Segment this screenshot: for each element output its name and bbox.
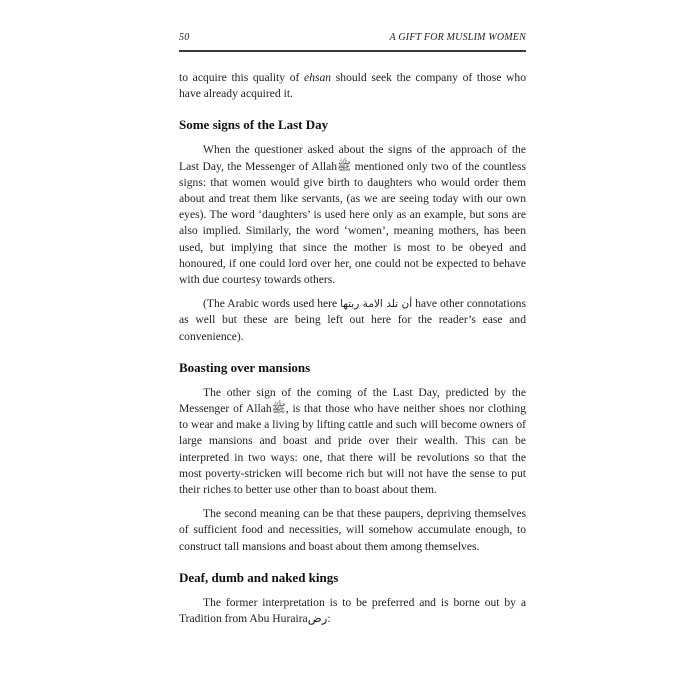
paragraph-last-day: When the questioner asked about the signs of the approach of the Last Day, the Messenger of Allahﷺ mentioned only two of the countless signs: that women would give birth to daughters who would order them about and treat them like servants, (as we are seeing today with our own eyes). The word ‘daughters’ is used here only as an example, but sons are also implied. Similarly, the word ‘women’, meaning mothers, has been used, but implying that since the mother is most to be obeyed and honoured, if one could lord over her, one could not be expected to behave with due courtesy towards others. bbox=[179, 143, 526, 287]
heading-last-day: Some signs of the Last Day bbox=[179, 117, 329, 133]
arabic-phrase: أن تلد الامة ربتها bbox=[340, 298, 413, 311]
ehsan-term: ehsan bbox=[304, 71, 332, 84]
book-title: A GIFT FOR MUSLIM WOMEN bbox=[389, 32, 526, 43]
running-header bbox=[179, 32, 526, 48]
paragraph-mansions-2: The second meaning can be that these paupers, depriving themselves of sufficient food and necessities, will somehow accumulate enough, to construct tall mansions and boast about them among themselves. bbox=[179, 507, 526, 553]
page-body bbox=[179, 70, 526, 635]
intro-paragraph: to acquire this quality of ehsan should seek the company of those who have already acquired it. bbox=[179, 71, 526, 101]
heading-kings: Deaf, dumb and naked kings bbox=[179, 569, 339, 585]
paragraph-mansions-1: The other sign of the coming of the Last Day, predicted by the Messenger of Allahﷺ, is that those who have neither shoes nor clothing to wear and make a living by lifting cattle and such will become owners of large mansions and boast and pride over their wealth. This can be interpreted in two ways: one, that there will be revolutions so that the most poverty-stricken will become rich but will not have the sense to put their riches to better use other than to boast about them. bbox=[179, 385, 526, 497]
book-page bbox=[179, 0, 526, 700]
paragraph-kings: The former interpretation is to be preferred and is borne out by a Tradition from Abu Hurairaرض: bbox=[179, 595, 526, 626]
page-number: 50 bbox=[179, 32, 190, 43]
heading-mansions: Boasting over mansions bbox=[179, 359, 311, 375]
header-rule bbox=[179, 50, 526, 52]
paragraph-arabic-words: (The Arabic words used here أن تلد الامة ربتها have other connotations as well but these are being left out here for the reader’s ease and convenience). bbox=[179, 297, 526, 343]
